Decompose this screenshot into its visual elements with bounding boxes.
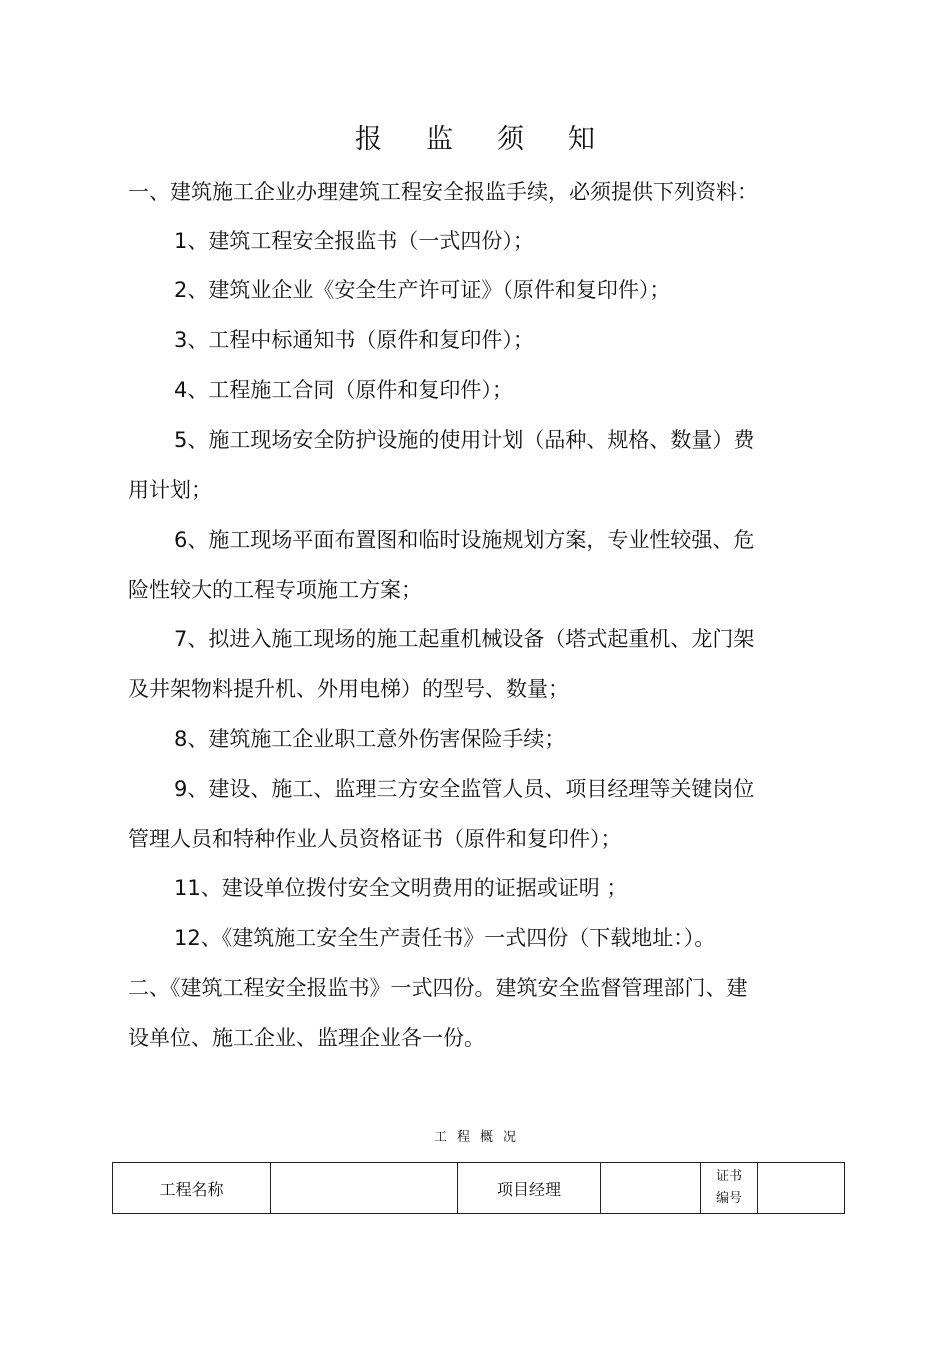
list-item-4: 4、工程施工合同（原件和复印件）； xyxy=(174,378,513,402)
section-1-heading: 一、建筑施工企业办理建筑工程安全报监手续，必须提供下列资料： xyxy=(128,180,758,204)
list-item-12: 12、《建筑施工安全生产责任书》一式四份（下载地址：）。 xyxy=(174,926,716,950)
list-item-3: 3、工程中标通知书（原件和复印件）； xyxy=(174,328,534,352)
cert-number-label xyxy=(701,1163,758,1214)
project-name-label: 工程名称 xyxy=(113,1163,271,1214)
list-item-5-continuation: 用计划； xyxy=(128,478,212,502)
list-item-2: 2、建筑业企业《安全生产许可证》（原件和复印件）； xyxy=(174,278,671,302)
section-2-line-1: 二、《建筑工程安全报监书》一式四份。建筑安全监督管理部门、建 xyxy=(128,976,748,1000)
list-item-7: 7、拟进入施工现场的施工起重机械设备（塔式起重机、龙门架 xyxy=(174,627,755,651)
cert-number-value xyxy=(758,1163,845,1214)
overview-table xyxy=(112,1162,845,1214)
project-name-value xyxy=(271,1163,458,1214)
table-row xyxy=(113,1163,845,1214)
manager-label: 项目经理 xyxy=(458,1163,601,1214)
list-item-6: 6、施工现场平面布置图和临时设施规划方案，专业性较强、危 xyxy=(174,528,755,552)
cert-label-line-1: 证书 xyxy=(715,1169,742,1184)
list-item-5: 5、施工现场安全防护设施的使用计划（品种、规格、数量）费 xyxy=(174,428,755,452)
manager-value xyxy=(601,1163,701,1214)
list-item-9-continuation: 管理人员和特种作业人员资格证书（原件和复印件）； xyxy=(128,827,622,851)
list-item-8: 8、建筑施工企业职工意外伤害保险手续； xyxy=(174,727,566,751)
list-item-1: 1、建筑工程安全报监书（一式四份）； xyxy=(174,229,534,253)
list-item-11: 11、建设单位拨付安全文明费用的证据或证明 ； xyxy=(174,876,628,900)
overview-title: 工程概况 xyxy=(433,1130,526,1145)
list-item-7-continuation: 及井架物料提升机、外用电梯）的型号、数量； xyxy=(128,677,569,701)
list-item-9: 9、建设、施工、监理三方安全监管人员、项目经理等关键岗位 xyxy=(174,777,755,801)
list-item-6-continuation: 险性较大的工程专项施工方案； xyxy=(128,578,422,602)
cert-label-line-2: 编号 xyxy=(715,1191,742,1206)
page-title: 报监须知 xyxy=(355,124,639,155)
section-2-line-2: 设单位、施工企业、监理企业各一份。 xyxy=(128,1026,485,1050)
